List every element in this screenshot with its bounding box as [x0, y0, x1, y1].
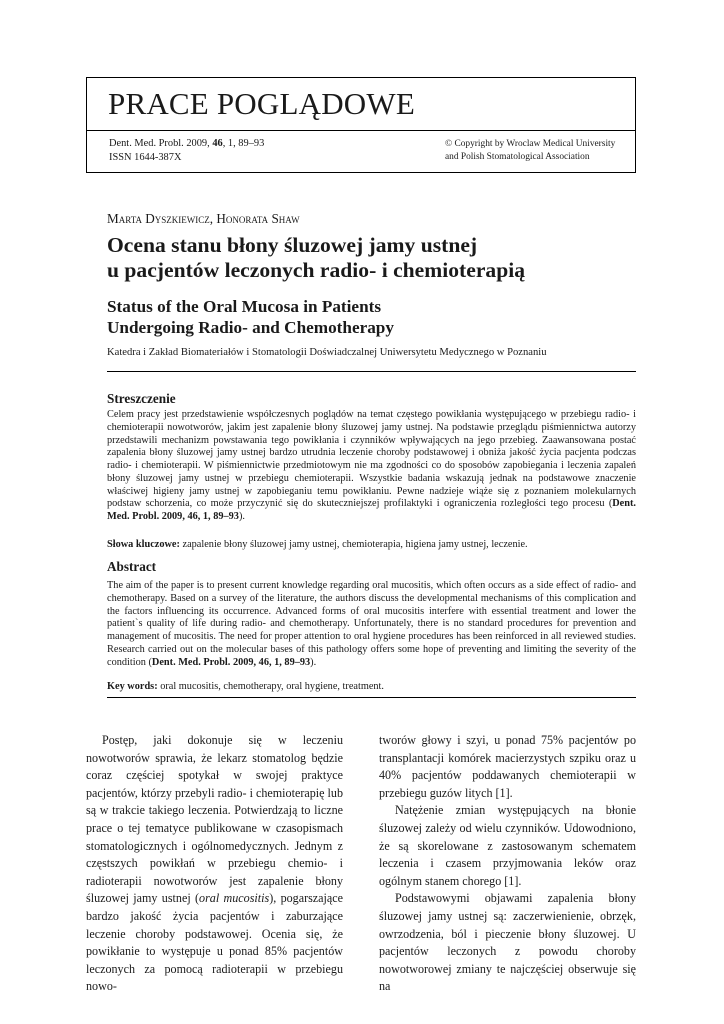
body-paragraph: tworów głowy i szyi, u ponad 75% pacjentów po transplantacji komórek macierzystych szpiku oraz u 40% pacjentów poddawanych chemioterapii w przebiegu guzów litych [1].	[379, 733, 636, 800]
body-text: ), pogarszające bardzo jakość życia pacjentów i zaburzające leczenie choroby podstawowej. Ocenia się, że powikłanie to występuje u ponad 85% pacjentów leczonych za pomocą radioterapii w przebiegu nowo-	[86, 891, 344, 994]
abstract-top-rule	[107, 371, 636, 372]
body-column-left	[86, 732, 343, 996]
abstract-bottom-rule	[107, 697, 636, 698]
title-english	[107, 296, 627, 338]
streszczenie-tail: ).	[238, 511, 245, 522]
title-english-line-2: Undergoing Radio- and Chemotherapy	[107, 318, 394, 337]
keywords-pl-list: zapalenie błony śluzowej jamy ustnej, chemioterapia, higiena jamy ustnej, leczenie.	[179, 539, 528, 550]
copyright-block	[445, 138, 627, 164]
keywords-en	[107, 680, 636, 693]
title-polish	[107, 233, 627, 283]
citation-volume: 46	[212, 138, 223, 149]
abstract-text	[107, 580, 636, 669]
body-paragraph: Natężenie zmian występujących na błonie śluzowej zależy od wielu czynników. Udowodniono, że są skorelowane z zastosowanym schematem leczenia i czasem przyjmowania leków oraz ogólnym stanem chorego [1].	[379, 803, 636, 888]
keywords-pl-label: Słowa kluczowe:	[107, 539, 180, 550]
streszczenie-body: Celem pracy jest przedstawienie współczesnych poglądów na temat częstego powikłania występującego w przebiegu radio- i chemioterapii nowotworów, jakim jest zapalenie błony śluzowej jamy ustnej. Na podstawie przeglądu piśmiennictwa autorzy przedstawili mechanizm powstawania tego powikłania i czynników wpływających na jego przebieg. Zaawansowana postać zapalenia błony śluzowej jamy ustnej bardzo utrudnia leczenie choroby podstawowej i obniża jakość życia pacjenta podczas radio- i chemioterapii. W piśmiennictwie przedmiotowym nie ma zgodności co do sposobów zapobiegania i leczenia zapaleń błony śluzowej jamy ustnej w przebiegu chemioterapii. Wszystkie badania wskazują jednak na podstawowe znaczenie właściwej higieny jamy ustnej w zapobieganiu temu powikłaniu. Pewne nadzieje wiąże się z poznaniem molekularnych podstaw schorzenia, co może przyczynić się do skuteczniejszej profilaktyki i ograniczenia rozległości tego procesu (	[107, 409, 636, 510]
streszczenie-citation: Dent. Med. Probl. 2009, 46, 1, 89–93	[107, 498, 636, 522]
body-italic-term: oral mucositis	[199, 891, 270, 906]
affiliation: Katedra i Zakład Biomateriałów i Stomatologii Doświadczalnej Uniwersytetu Medycznego w Poznaniu	[107, 347, 547, 358]
authors: Marta Dyszkiewicz, Honorata Shaw	[107, 211, 300, 226]
title-english-line-1: Status of the Oral Mucosa in Patients	[107, 297, 382, 316]
abstract-heading: Abstract	[107, 559, 157, 574]
citation-prefix: Dent. Med. Probl. 2009,	[109, 138, 213, 149]
body-text: Postęp, jaki dokonuje się w leczeniu nowotworów sprawia, że lekarz stomatolog będzie coraz częściej spotykał w swojej praktyce pacjentów, którzy przebyli radio- i chemioterapię lub są w trakcie takiego leczenia. Potwierdzają to liczne prace o tej tematyce publikowane w czasopismach stomatologicznych i ogólnomedycznych. Jednym z częstszych powikłań w przebiegu chemio- i radioterapii nowotworów jest zapalenie błony śluzowej jamy ustnej (	[86, 733, 343, 906]
section-title: PRACE POGLĄDOWE	[108, 86, 415, 121]
journal-header	[86, 77, 636, 173]
header-divider	[87, 130, 635, 131]
abstract-body: The aim of the paper is to present current knowledge regarding oral mucositis, which often occurs as a side effect of radio- and chemotherapy. Based on a survey of the literature, the authors discuss the developmental mechanisms of this complication and the factors influencing its occurrence. Advanced forms of oral mucositis interfere with essential treatment and lower the patient`s quality of life during radio- and chemotherapy. Unfortunately, there is no standard procedures for prevention and management of mucositis. The need for proper attention to oral hygiene procedures has been reinforced in all reviewed studies. Research carried out on the molecular bases of this pathology offers some hope of preventing and limiting the severity of the condition (	[107, 580, 636, 668]
title-polish-line-1: Ocena stanu błony śluzowej jamy ustnej	[107, 233, 478, 257]
streszczenie-heading: Streszczenie	[107, 391, 176, 406]
citation	[109, 137, 264, 151]
keywords-pl	[107, 538, 636, 551]
title-polish-line-2: u pacjentów leczonych radio- i chemioterapią	[107, 258, 526, 282]
keywords-en-label: Key words:	[107, 681, 158, 692]
abstract-tail: ).	[310, 656, 317, 668]
citation-suffix: , 1, 89–93	[222, 138, 265, 149]
issn: ISSN 1644-387X	[109, 152, 182, 163]
body-paragraph: Podstawowymi objawami zapalenia błony śluzowej jamy ustnej są: zaczerwienienie, obrzęk, owrzodzenia, ból i pieczenie błony śluzowej. U pacjentów leczonych z powodu choroby nowotworowej zmiany te najczęściej obserwuje się na	[379, 891, 636, 994]
streszczenie-text	[107, 409, 636, 524]
citation-block	[109, 137, 264, 165]
copyright-line-2: and Polish Stomatological Association	[445, 152, 590, 162]
body-column-right	[379, 732, 636, 996]
abstract-citation: Dent. Med. Probl. 2009, 46, 1, 89–93	[151, 656, 311, 668]
copyright-line-1: © Copyright by Wroclaw Medical University	[445, 139, 616, 149]
body-paragraph	[86, 732, 343, 996]
keywords-en-list: oral mucositis, chemotherapy, oral hygiene, treatment.	[157, 681, 384, 692]
